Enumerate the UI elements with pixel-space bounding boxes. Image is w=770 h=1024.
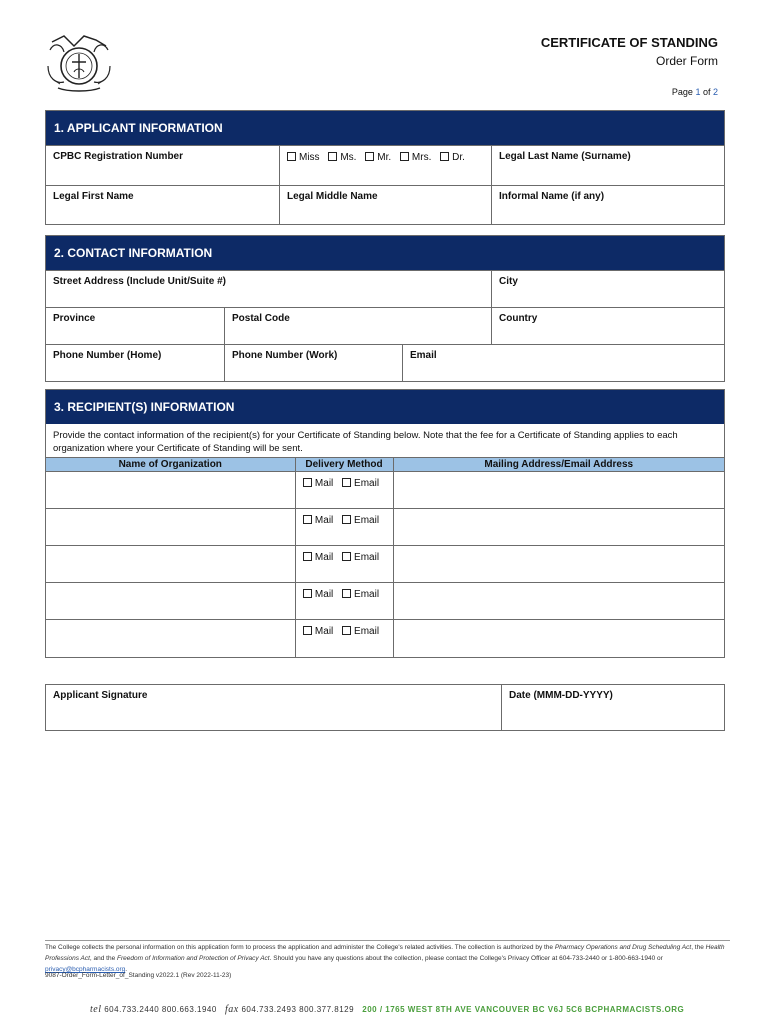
mail-label: Mail xyxy=(314,626,334,637)
mail-option[interactable] xyxy=(303,478,333,489)
checkbox[interactable] xyxy=(287,152,296,161)
email-option[interactable] xyxy=(342,626,379,637)
form-title: CERTIFICATE OF STANDING xyxy=(540,35,718,50)
street-label: Street Address (Include Unit/Suite #) xyxy=(53,276,226,287)
email-label: Email xyxy=(354,478,380,489)
address-cell[interactable] xyxy=(393,620,724,657)
first-name-field[interactable] xyxy=(46,186,279,224)
col-address: Mailing Address/Email Address xyxy=(393,458,724,472)
province-field[interactable] xyxy=(46,308,224,344)
middle-name-label: Legal Middle Name xyxy=(287,191,378,202)
date-label: Date (MMM-DD-YYYY) xyxy=(509,690,613,701)
checkbox[interactable] xyxy=(400,152,409,161)
email-field[interactable] xyxy=(402,345,724,381)
form-code: 9087-Order_Form-Letter_of_Standing v2022.1 (Rev 2022-11-23) xyxy=(45,972,232,979)
informal-name-label: Informal Name (if any) xyxy=(499,191,605,202)
checkbox[interactable] xyxy=(303,515,312,524)
col-delivery-method: Delivery Method xyxy=(295,458,393,472)
page-prefix: Page xyxy=(671,87,696,97)
checkbox[interactable] xyxy=(342,478,351,487)
applicant-row-2 xyxy=(46,185,724,224)
salutation-label: Mrs. xyxy=(411,152,432,163)
email-label: Email xyxy=(354,626,380,637)
salutation-ms[interactable] xyxy=(328,152,356,163)
tel-numbers: 604.733.2440 800.663.1940 xyxy=(104,1005,217,1014)
delivery-method-cell xyxy=(295,546,393,583)
recipients-intro: Provide the contact information of the recipient(s) for your Certificate of Standing below. Note that the fee for a Certificate of Standing applies to each organization where your Certificate of Standing will be sent. xyxy=(53,430,678,454)
privacy-text: . Should you have any questions about the collection, please contact the College's Privacy Officer at 604-733-2440 or 1-800-663-1940 or xyxy=(269,955,663,962)
table-row xyxy=(46,620,724,657)
applicant-row-1 xyxy=(46,145,724,185)
salutation-label: Dr. xyxy=(452,152,465,163)
page-total: 2 xyxy=(712,87,718,97)
city-label: City xyxy=(499,276,518,287)
checkbox[interactable] xyxy=(365,152,374,161)
email-label: Email xyxy=(354,552,380,563)
postal-label: Postal Code xyxy=(232,313,290,324)
phone-work-label: Phone Number (Work) xyxy=(232,350,338,361)
organization-cell[interactable] xyxy=(46,583,295,620)
delivery-method-cell xyxy=(295,472,393,509)
email-label: Email xyxy=(410,350,437,361)
privacy-text: , and the xyxy=(89,955,118,962)
recipients-information-section xyxy=(45,389,725,658)
privacy-text: , the xyxy=(691,944,706,951)
middle-name-field[interactable] xyxy=(279,186,491,224)
postal-code-field[interactable] xyxy=(224,308,491,344)
contact-information-section xyxy=(45,235,725,382)
country-field[interactable] xyxy=(491,308,724,344)
mail-option[interactable] xyxy=(303,515,333,526)
salutation-label: Ms. xyxy=(340,152,357,163)
checkbox[interactable] xyxy=(303,626,312,635)
checkbox[interactable] xyxy=(303,589,312,598)
act-name: Health Professions Act xyxy=(45,944,725,962)
mail-label: Mail xyxy=(314,589,334,600)
col-organization: Name of Organization xyxy=(46,458,295,472)
salutation-label: Mr. xyxy=(377,152,392,163)
table-header-row xyxy=(46,458,724,472)
signature-section xyxy=(45,684,725,731)
section-heading: 1. APPLICANT INFORMATION xyxy=(46,111,724,145)
organization-cell[interactable] xyxy=(46,546,295,583)
first-name-label: Legal First Name xyxy=(53,191,134,202)
privacy-notice xyxy=(45,940,730,975)
page-current: 1 xyxy=(695,87,701,97)
phone-home-field[interactable] xyxy=(46,345,224,381)
contact-bar xyxy=(90,1004,684,1015)
table-row xyxy=(46,509,724,546)
last-name-label: Legal Last Name (Surname) xyxy=(499,151,631,162)
checkbox[interactable] xyxy=(303,552,312,561)
checkbox[interactable] xyxy=(342,515,351,524)
email-option[interactable] xyxy=(342,478,379,489)
reg-number-field[interactable] xyxy=(46,146,279,185)
mail-option[interactable] xyxy=(303,552,333,563)
privacy-text: . xyxy=(125,966,128,973)
checkbox[interactable] xyxy=(328,152,337,161)
city-field[interactable] xyxy=(491,271,724,307)
section-heading: 3. RECIPIENT(S) INFORMATION xyxy=(46,390,724,424)
delivery-method-cell xyxy=(295,620,393,657)
informal-name-field[interactable] xyxy=(491,186,724,224)
phone-work-field[interactable] xyxy=(224,345,402,381)
address-cell[interactable] xyxy=(393,472,724,509)
email-option[interactable] xyxy=(342,552,379,563)
salutation-label: Miss xyxy=(299,152,320,163)
page-of: of xyxy=(700,87,713,97)
tel-label: tel xyxy=(90,1004,102,1015)
privacy-email-link[interactable]: privacy@bcpharmacists.org xyxy=(45,966,126,973)
table-row xyxy=(46,546,724,583)
mail-label: Mail xyxy=(314,478,334,489)
mail-option[interactable] xyxy=(303,589,333,600)
email-label: Email xyxy=(354,589,380,600)
address-cell[interactable] xyxy=(393,509,724,546)
mail-label: Mail xyxy=(314,515,334,526)
mail-option[interactable] xyxy=(303,626,333,637)
table-row xyxy=(46,472,724,509)
act-name: Pharmacy Operations and Drug Scheduling Act xyxy=(554,944,692,951)
college-crest-logo xyxy=(44,32,114,94)
checkbox[interactable] xyxy=(440,152,449,161)
email-option[interactable] xyxy=(342,589,379,600)
act-name: Freedom of Information and Protection of Privacy Act xyxy=(117,955,270,962)
province-label: Province xyxy=(53,313,96,324)
signature-row xyxy=(46,685,724,730)
reg-number-label: CPBC Registration Number xyxy=(53,151,184,162)
organization-cell[interactable] xyxy=(46,620,295,657)
page-indicator xyxy=(672,87,718,97)
table-row xyxy=(46,583,724,620)
salutation-dr[interactable] xyxy=(440,152,465,163)
fax-numbers: 604.733.2493 800.377.8129 xyxy=(241,1005,355,1014)
last-name-field[interactable] xyxy=(491,146,724,185)
email-option[interactable] xyxy=(342,515,379,526)
salutation-mrs[interactable] xyxy=(400,152,431,163)
mail-label: Mail xyxy=(314,552,334,563)
fax-label: fax xyxy=(225,1004,239,1015)
form-subtitle: Order Form xyxy=(655,54,718,68)
organization-cell[interactable] xyxy=(46,509,295,546)
section-heading: 2. CONTACT INFORMATION xyxy=(46,236,724,270)
delivery-method-cell xyxy=(295,583,393,620)
checkbox[interactable] xyxy=(342,626,351,635)
salutation-group xyxy=(279,146,491,185)
checkbox[interactable] xyxy=(303,478,312,487)
email-label: Email xyxy=(354,515,380,526)
phone-home-label: Phone Number (Home) xyxy=(53,350,162,361)
delivery-method-cell xyxy=(295,509,393,546)
date-field[interactable] xyxy=(501,685,724,730)
checkbox[interactable] xyxy=(342,589,351,598)
country-label: Country xyxy=(499,313,538,324)
salutation-miss[interactable] xyxy=(287,152,320,163)
organization-cell[interactable] xyxy=(46,472,295,509)
address-cell[interactable] xyxy=(393,546,724,583)
recipients-table xyxy=(46,457,724,657)
salutation-mr[interactable] xyxy=(365,152,391,163)
applicant-signature-field[interactable] xyxy=(46,685,501,730)
signature-label: Applicant Signature xyxy=(53,690,148,701)
applicant-information-section xyxy=(45,110,725,225)
address-cell[interactable] xyxy=(393,583,724,620)
contact-row-3 xyxy=(46,344,724,381)
street-address-field[interactable] xyxy=(46,271,491,307)
street-address: 200 / 1765 WEST 8TH AVE VANCOUVER BC V6J 5C6 BCPHARMACISTS.ORG xyxy=(362,1005,685,1014)
privacy-text: The College collects the personal information on this application form to process the application and administer the College's related activities. The collection is authorized by the xyxy=(45,944,555,951)
contact-row-1 xyxy=(46,270,724,307)
checkbox[interactable] xyxy=(342,552,351,561)
contact-row-2 xyxy=(46,307,724,344)
